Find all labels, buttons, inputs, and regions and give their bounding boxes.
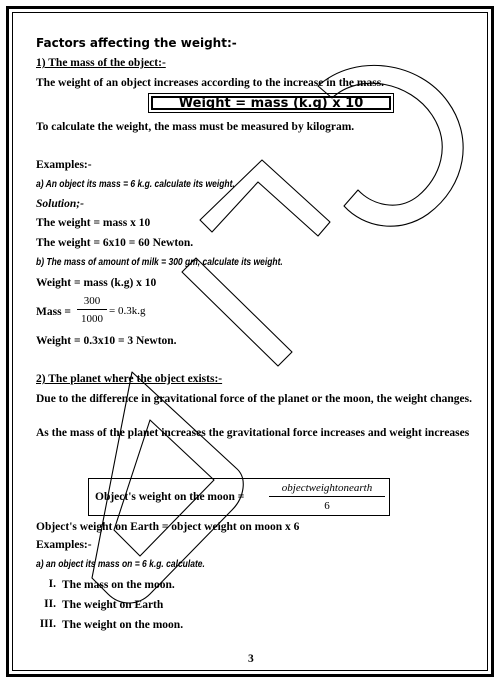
solution-label: Solution;-: [36, 198, 84, 210]
earth-weight-formula: Object's weight on Earth = object weight on moon x 6: [36, 521, 300, 533]
mass-result: = 0.3k.g: [109, 305, 146, 317]
moon-fraction-bar: [269, 496, 385, 497]
moon-formula-label: Object's weight on the moon =: [95, 491, 245, 503]
list-item-numeral: I.: [48, 578, 56, 590]
list-item-numeral: III.: [39, 618, 56, 630]
section1-title: 1) The mass of the object:-: [36, 57, 166, 69]
example-b-question: b) The mass of amount of milk = 300 gm, calculate its weight.: [36, 257, 283, 268]
moon-formula-denominator: 6: [324, 500, 330, 512]
section2-title: 2) The planet where the object exists:-: [36, 373, 223, 385]
list-item-numeral: II.: [44, 598, 56, 610]
mass-numerator: 300: [83, 295, 101, 307]
section2-examples-label: Examples:-: [36, 539, 92, 551]
section2-para1: Due to the difference in gravitational force of the planet or the moon, the weight changes.: [36, 393, 472, 405]
list-item: The mass on the moon.: [62, 579, 175, 591]
section1-examples-label: Examples:-: [36, 159, 92, 171]
section2-para2: As the mass of the planet increases the gravitational force increases and weight increases: [36, 427, 470, 439]
section1-note: To calculate the weight, the mass must be measured by kilogram.: [36, 121, 355, 133]
weight-formula-box: [148, 93, 394, 113]
example-a-question: a) An object its mass = 6 k.g. calculate its weight.: [36, 179, 235, 190]
list-item: The weight on the moon.: [62, 619, 184, 631]
solution-a-line2: The weight = 6x10 = 60 Newton.: [36, 237, 194, 249]
page-number: 3: [248, 653, 254, 665]
mass-fraction-bar: [77, 309, 107, 310]
solution-a-line1: The weight = mass x 10: [36, 217, 151, 229]
list-item: The weight on Earth: [62, 599, 164, 611]
mass-label: Mass =: [36, 306, 71, 318]
moon-weight-formula-box: [88, 478, 390, 516]
solution-b-line3: Weight = 0.3x10 = 3 Newton.: [36, 335, 177, 347]
section1-intro: The weight of an object increases according to the increase in the mass.: [36, 77, 385, 89]
page-heading: Factors affecting the weight:-: [36, 36, 237, 50]
weight-formula: Weight = mass (k.g) x 10: [151, 96, 391, 110]
section2-example-a: a) an object its mass on = 6 k.g. calculate.: [36, 559, 205, 570]
solution-b-line1: Weight = mass (k.g) x 10: [36, 277, 157, 289]
mass-denominator: 1000: [81, 313, 103, 325]
moon-formula-numerator: objectweightonearth: [281, 482, 373, 494]
